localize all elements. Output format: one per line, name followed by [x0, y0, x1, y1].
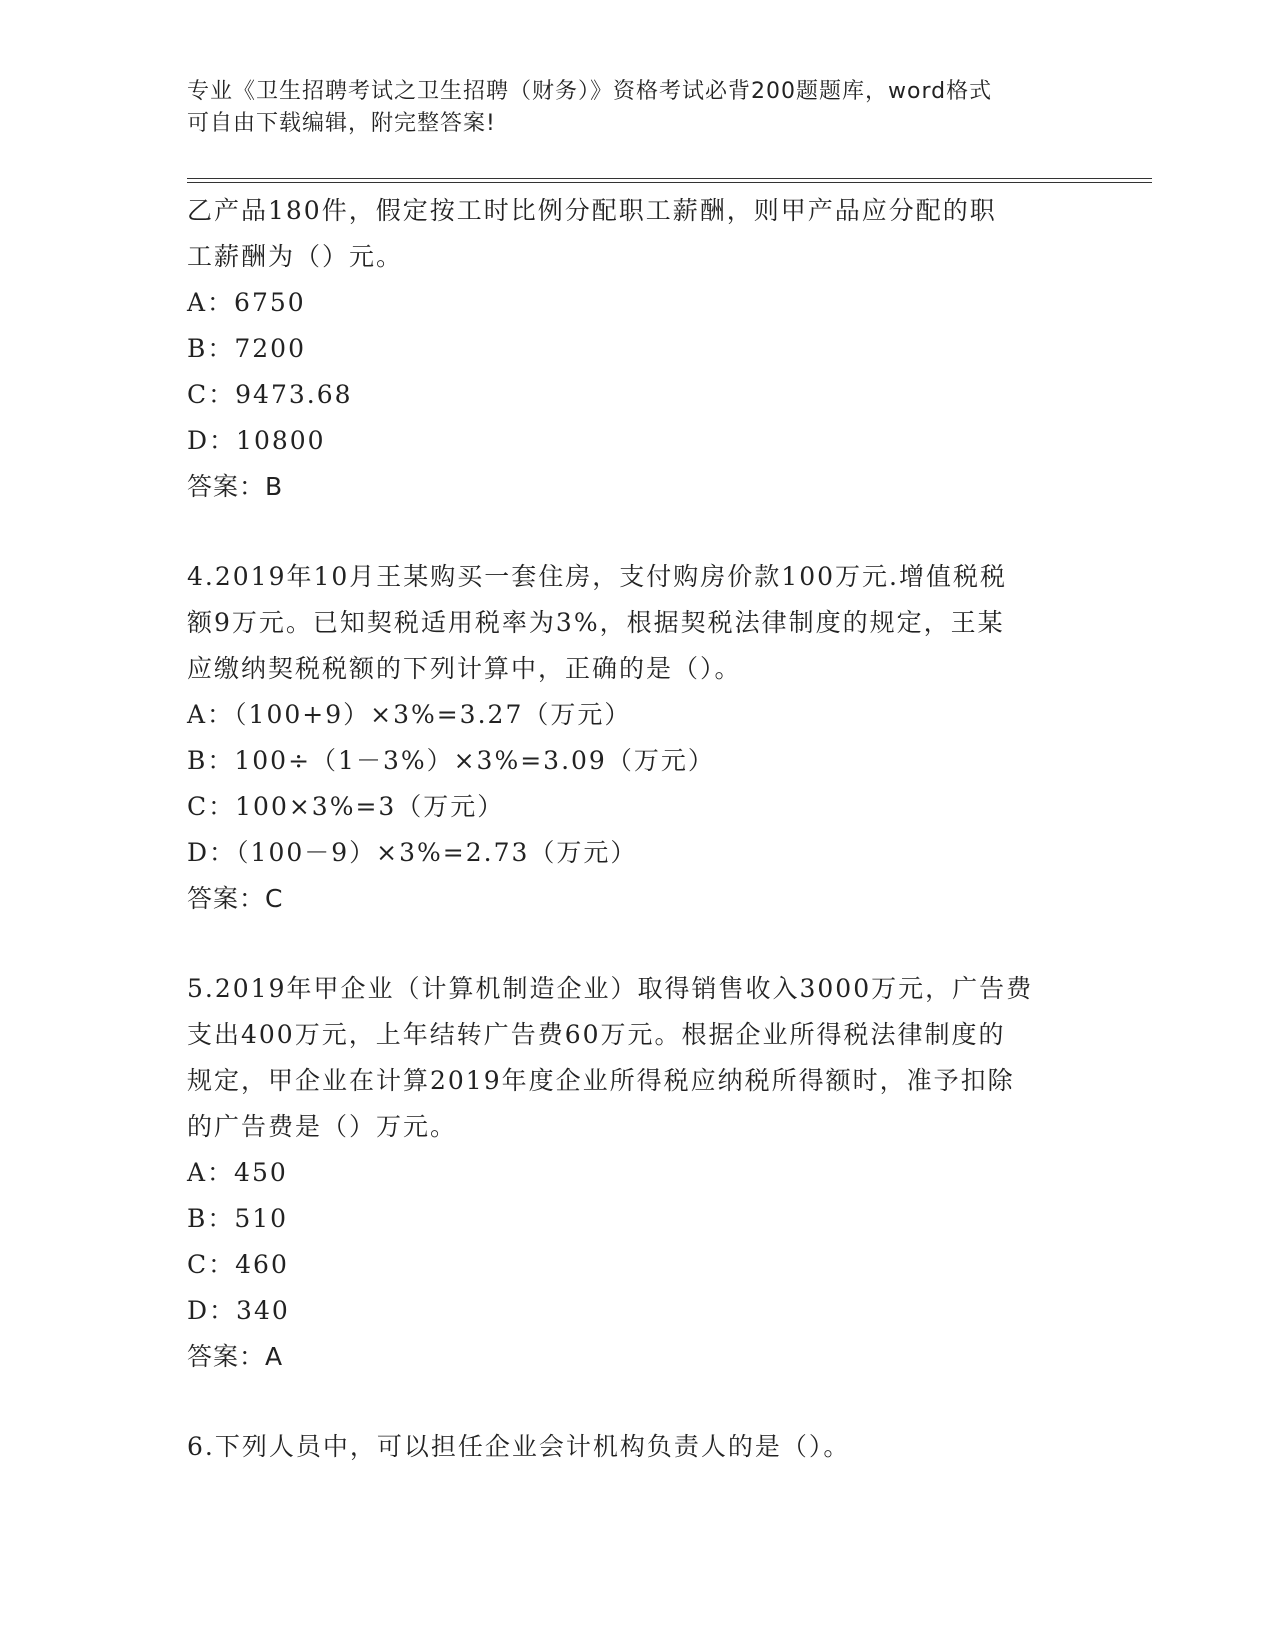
question-4 — [187, 554, 1087, 922]
option-a: A：（100+9）×3%=3.27（万元） — [187, 700, 632, 729]
header-title-line-1: 专业《卫生招聘考试之卫生招聘（财务）》资格考试必背200题题库，word格式 — [187, 79, 993, 104]
header-divider-bottom — [187, 182, 1152, 183]
spacer — [187, 922, 1087, 966]
question-stem-line: 5.2019年甲企业（计算机制造企业）取得销售收入3000万元，广告费 — [187, 974, 1034, 1003]
question-stem-line: 应缴纳契税税额的下列计算中，正确的是（）。 — [187, 654, 742, 683]
question-6 — [187, 1424, 1087, 1470]
document-header — [187, 76, 1087, 140]
question-stem-line: 6.下列人员中，可以担任企业会计机构负责人的是（）。 — [187, 1432, 851, 1461]
question-5 — [187, 966, 1087, 1380]
spacer — [187, 1380, 1087, 1424]
answer-line: 答案：C — [187, 884, 284, 913]
option-a: A：6750 — [187, 288, 306, 317]
question-stem-line: 的广告费是（）万元。 — [187, 1112, 458, 1141]
question-list — [187, 188, 1087, 1470]
header-divider-top — [187, 178, 1152, 179]
spacer — [187, 510, 1087, 554]
question-stem-line: 额9万元。已知契税适用税率为3%，根据契税法律制度的规定，王某 — [187, 608, 1005, 637]
question-stem-line: 4.2019年10月王某购买一套住房，支付购房价款100万元.增值税税 — [187, 562, 1007, 591]
answer-line: 答案：B — [187, 472, 284, 501]
option-d: D：（100－9）×3%=2.73（万元） — [187, 838, 638, 867]
option-d: D：10800 — [187, 426, 326, 455]
option-c: C：100×3%=3（万元） — [187, 792, 505, 821]
option-c: C：460 — [187, 1250, 289, 1279]
question-stem-line: 乙产品180件，假定按工时比例分配职工薪酬，则甲产品应分配的职 — [187, 196, 997, 225]
question-stem-line: 规定，甲企业在计算2019年度企业所得税应纳税所得额时，准予扣除 — [187, 1066, 1015, 1095]
header-title-line-2: 可自由下载编辑，附完整答案! — [187, 111, 496, 136]
answer-line: 答案：A — [187, 1342, 284, 1371]
option-c: C：9473.68 — [187, 380, 353, 409]
option-d: D：340 — [187, 1296, 290, 1325]
question-stem-line: 支出400万元，上年结转广告费60万元。根据企业所得税法律制度的 — [187, 1020, 1006, 1049]
question-stem-line: 工薪酬为（）元。 — [187, 242, 404, 271]
question-3 — [187, 188, 1087, 510]
option-b: B：100÷（1－3%）×3%=3.09（万元） — [187, 746, 715, 775]
option-b: B：7200 — [187, 334, 306, 363]
option-a: A：450 — [187, 1158, 288, 1187]
option-b: B：510 — [187, 1204, 289, 1233]
